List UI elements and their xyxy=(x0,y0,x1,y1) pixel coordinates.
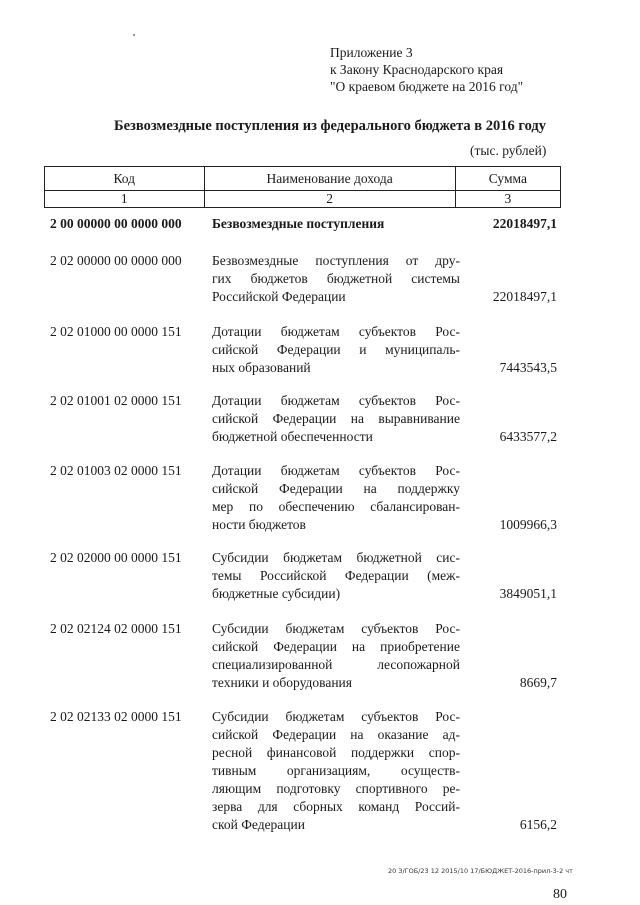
row-name xyxy=(212,392,460,446)
row-name-line: Дотации бюджетам субъектов Рос- xyxy=(212,393,460,408)
row-name xyxy=(212,549,460,603)
row-sum: 1009966,3 xyxy=(499,517,557,532)
row-name-line: сийской Федерации на оказание ад- xyxy=(212,727,460,742)
row-name-line: мер по обеспечению сбалансирован- xyxy=(212,499,460,514)
row-name xyxy=(212,252,460,306)
row-sum: 22018497,1 xyxy=(492,216,557,231)
column-number-1: 1 xyxy=(45,191,205,208)
footer-note: 20 З/ГОБ/23 12 2015/10 17/БЮДЖЕТ-2016-прил-3-2 чт xyxy=(388,867,573,875)
row-name-line: техники и оборудования xyxy=(212,675,352,690)
row-name-line: Субсидии бюджетам субъектов Рос- xyxy=(212,621,460,636)
row-code: 2 02 02000 00 0000 151 xyxy=(50,550,182,565)
scan-speck xyxy=(133,34,135,36)
appendix-caption xyxy=(330,44,523,95)
row-name-line: сийской Федерации и муниципаль- xyxy=(212,342,460,357)
row-name-line: ности бюджетов xyxy=(212,517,306,532)
row-name-line: зерва для сборных команд Россий- xyxy=(212,799,460,814)
table-header xyxy=(44,166,561,208)
header-code: Код xyxy=(45,167,205,191)
row-name-line: ресной финансовой поддержки спор- xyxy=(212,745,460,760)
row-code: 2 02 02133 02 0000 151 xyxy=(50,709,182,724)
row-name-line: темы Российской Федерации (меж- xyxy=(212,568,460,583)
header-sum: Сумма xyxy=(455,167,560,191)
row-name-line: сийской Федерации на выравнивание xyxy=(212,411,460,426)
row-sum: 6156,2 xyxy=(519,817,557,832)
row-name-line: бюджетной обеспеченности xyxy=(212,429,373,444)
column-number-2: 2 xyxy=(204,191,455,208)
page-number: 80 xyxy=(553,887,567,902)
row-name-line: специализированной лесопожарной xyxy=(212,657,460,672)
row-name-line: ляющим подготовку спортивного ре- xyxy=(212,781,460,796)
row-name-line: Субсидии бюджетам бюджетной сис- xyxy=(212,550,460,565)
row-code: 2 02 00000 00 0000 000 xyxy=(50,253,182,268)
units-label: (тыс. рублей) xyxy=(470,143,547,158)
row-name-line: гих бюджетов бюджетной системы xyxy=(212,271,460,286)
row-code: 2 02 02124 02 0000 151 xyxy=(50,621,182,636)
row-name-line: Дотации бюджетам субъектов Рос- xyxy=(212,324,460,339)
row-name xyxy=(212,215,460,233)
row-code: 2 02 01000 00 0000 151 xyxy=(50,324,182,339)
document-title: Безвозмездные поступления из федерального бюджета в 2016 году xyxy=(113,118,547,134)
appendix-line-2: к Закону Краснодарского края xyxy=(330,62,504,77)
row-name-line: Субсидии бюджетам субъектов Рос- xyxy=(212,709,460,724)
row-name-line: Безвозмездные поступления xyxy=(212,216,385,231)
row-name-line: бюджетные субсидии) xyxy=(212,586,341,601)
row-code: 2 00 00000 00 0000 000 xyxy=(50,216,182,231)
row-code: 2 02 01001 02 0000 151 xyxy=(50,393,182,408)
row-sum: 8669,7 xyxy=(519,675,557,690)
row-name-line: Российской Федерации xyxy=(212,289,346,304)
row-name-line: Безвозмездные поступления от дру- xyxy=(212,253,460,268)
appendix-line-3: "О краевом бюджете на 2016 год" xyxy=(330,79,524,94)
row-sum: 3849051,1 xyxy=(499,586,557,601)
row-sum: 7443543,5 xyxy=(499,360,557,375)
row-name-line: ской Федерации xyxy=(212,817,305,832)
row-name xyxy=(212,620,460,692)
row-name-line: Дотации бюджетам субъектов Рос- xyxy=(212,463,460,478)
row-name xyxy=(212,462,460,534)
row-name xyxy=(212,708,460,834)
row-name-line: сийской Федерации на приобретение xyxy=(212,639,460,654)
row-name xyxy=(212,323,460,377)
row-sum: 6433577,2 xyxy=(499,429,557,444)
row-name-line: тивным организациям, осуществ- xyxy=(212,763,460,778)
row-name-line: ных образований xyxy=(212,360,311,375)
header-name: Наименование дохода xyxy=(204,167,455,191)
row-sum: 22018497,1 xyxy=(492,289,557,304)
column-number-3: 3 xyxy=(455,191,560,208)
row-name-line: сийской Федерации на поддержку xyxy=(212,481,460,496)
appendix-line-1: Приложение 3 xyxy=(330,45,413,60)
row-code: 2 02 01003 02 0000 151 xyxy=(50,463,182,478)
